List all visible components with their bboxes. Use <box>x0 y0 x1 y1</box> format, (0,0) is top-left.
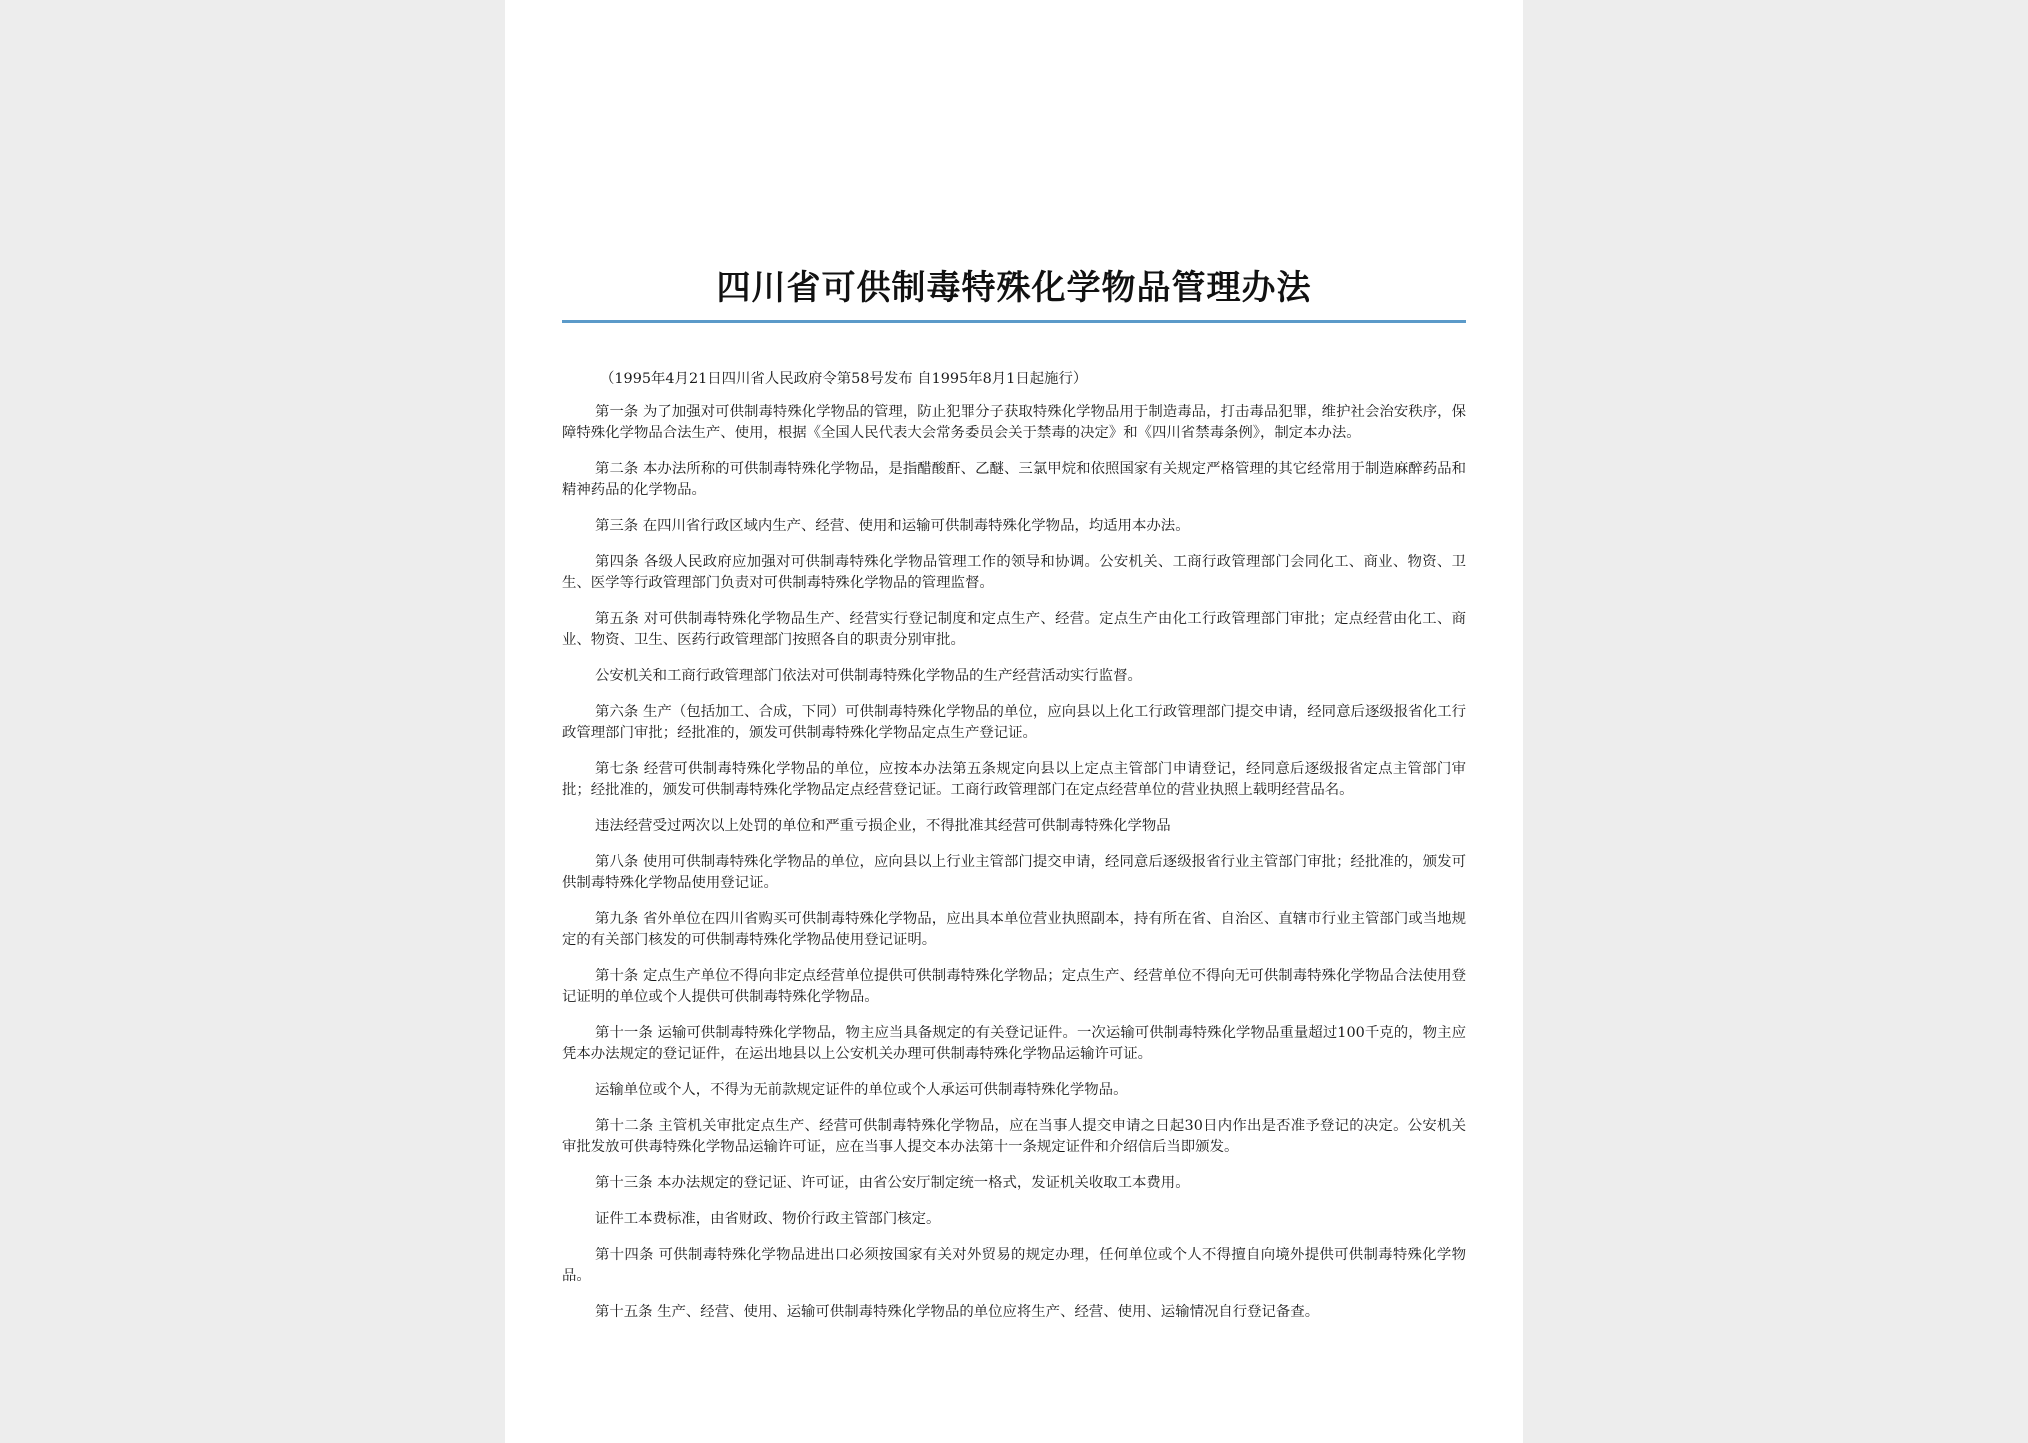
article-paragraph: 第十一条 运输可供制毒特殊化学物品，物主应当具备规定的有关登记证件。一次运输可供制毒特殊化学物品重量超过100千克的，物主应凭本办法规定的登记证件，在运出地县以上公安机关办理可供制毒特殊化学物品运输许可证。 <box>562 1025 1466 1062</box>
article-paragraph: 违法经营受过两次以上处罚的单位和严重亏损企业，不得批准其经营可供制毒特殊化学物品 <box>595 818 1171 834</box>
issuance-note: （1995年4月21日四川省人民政府令第58号发布 自1995年8月1日起施行） <box>600 371 1088 387</box>
article-paragraph: 第一条 为了加强对可供制毒特殊化学物品的管理，防止犯罪分子获取特殊化学物品用于制造毒品，打击毒品犯罪，维护社会治安秩序，保障特殊化学物品合法生产、使用，根据《全国人民代表大会常务委员会关于禁毒的决定》和《四川省禁毒条例》，制定本办法。 <box>562 404 1466 441</box>
article-paragraph: 公安机关和工商行政管理部门依法对可供制毒特殊化学物品的生产经营活动实行监督。 <box>595 668 1142 684</box>
article-paragraph: 第十条 定点生产单位不得向非定点经营单位提供可供制毒特殊化学物品；定点生产、经营单位不得向无可供制毒特殊化学物品合法使用登记证明的单位或个人提供可供制毒特殊化学物品。 <box>562 968 1466 1005</box>
title-divider <box>562 320 1466 323</box>
article-paragraph: 第四条 各级人民政府应加强对可供制毒特殊化学物品管理工作的领导和协调。公安机关、工商行政管理部门会同化工、商业、物资、卫生、医学等行政管理部门负责对可供制毒特殊化学物品的管理监督。 <box>562 554 1466 591</box>
article-paragraph: 第二条 本办法所称的可供制毒特殊化学物品，是指醋酸酐、乙醚、三氯甲烷和依照国家有关规定严格管理的其它经常用于制造麻醉药品和精神药品的化学物品。 <box>562 461 1466 498</box>
article-paragraph: 第十四条 可供制毒特殊化学物品进出口必须按国家有关对外贸易的规定办理，任何单位或个人不得擅自向境外提供可供制毒特殊化学物品。 <box>562 1247 1466 1284</box>
document-title: 四川省可供制毒特殊化学物品管理办法 <box>716 268 1312 308</box>
article-paragraph: 第十五条 生产、经营、使用、运输可供制毒特殊化学物品的单位应将生产、经营、使用、运输情况自行登记备查。 <box>595 1304 1320 1320</box>
article-paragraph: 第八条 使用可供制毒特殊化学物品的单位，应向县以上行业主管部门提交申请，经同意后逐级报省行业主管部门审批；经批准的，颁发可供制毒特殊化学物品使用登记证。 <box>562 854 1466 891</box>
article-paragraph: 证件工本费标准，由省财政、物价行政主管部门核定。 <box>595 1211 941 1227</box>
document-page <box>505 0 1523 1443</box>
article-paragraph: 第十二条 主管机关审批定点生产、经营可供制毒特殊化学物品，应在当事人提交申请之日起30日内作出是否准予登记的决定。公安机关审批发放可供毒特殊化学物品运输许可证，应在当事人提交本办法第十一条规定证件和介绍信后当即颁发。 <box>562 1118 1466 1155</box>
article-paragraph: 第三条 在四川省行政区域内生产、经营、使用和运输可供制毒特殊化学物品，均适用本办法。 <box>595 518 1190 534</box>
article-paragraph: 第五条 对可供制毒特殊化学物品生产、经营实行登记制度和定点生产、经营。定点生产由化工行政管理部门审批；定点经营由化工、商业、物资、卫生、医药行政管理部门按照各自的职责分别审批。 <box>562 611 1466 648</box>
article-paragraph: 第十三条 本办法规定的登记证、许可证，由省公安厅制定统一格式，发证机关收取工本费用。 <box>595 1175 1190 1191</box>
article-paragraph: 第七条 经营可供制毒特殊化学物品的单位，应按本办法第五条规定向县以上定点主管部门申请登记，经同意后逐级报省定点主管部门审批；经批准的，颁发可供制毒特殊化学物品定点经营登记证。工商行政管理部门在定点经营单位的营业执照上载明经营品名。 <box>562 761 1466 798</box>
article-paragraph: 第九条 省外单位在四川省购买可供制毒特殊化学物品，应出具本单位营业执照副本，持有所在省、自治区、直辖市行业主管部门或当地规定的有关部门核发的可供制毒特殊化学物品使用登记证明。 <box>562 911 1466 948</box>
article-list <box>562 402 1466 1323</box>
article-paragraph: 第六条 生产（包括加工、合成，下同）可供制毒特殊化学物品的单位，应向县以上化工行政管理部门提交申请，经同意后逐级报省化工行政管理部门审批；经批准的，颁发可供制毒特殊化学物品定点生产登记证。 <box>562 704 1466 741</box>
article-paragraph: 运输单位或个人，不得为无前款规定证件的单位或个人承运可供制毒特殊化学物品。 <box>595 1082 1128 1098</box>
